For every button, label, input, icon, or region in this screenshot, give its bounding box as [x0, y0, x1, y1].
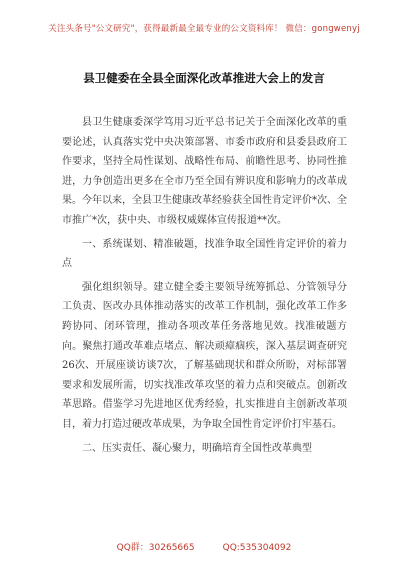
- section-heading-1: 一、系统谋划、精准破题，找准争取全国性肯定评价的着力点: [62, 238, 347, 270]
- document-body: [62, 113, 347, 458]
- header-banner: 关注头条号"公文研究"，获得最新最全最专业的公文资料库！ 微信：gongwenyj: [48, 24, 360, 34]
- footer-qq: QQ:535304092: [222, 543, 292, 553]
- paragraph-intro: 县卫生健康委深学笃用习近平总书记关于全面深化改革的重要论述，认真落实党中央决策部署、市委市政府和县委县政府工作要求，坚持全局性谋划、战略性布局、前瞻性思考、协同性推进，力争创造出更多在全市乃至全国有辨识度和影响力的改革成果。今年以来，全县卫生健康改革经验获全国性肯定评价*次、全市推广*次，获中央、市级权威媒体宣传报道**次。: [62, 117, 347, 226]
- footer-contact: [0, 540, 408, 553]
- section-heading-2: 二、压实责任、凝心聚力，明确培育全国性改革典型: [82, 442, 312, 454]
- paragraph-section-1: 强化组织领导。建立健全委主要领导统筹抓总、分管领导分工负责、医改办具体推动落实的改革工作机制，强化改革工作多跨协同、闭环管理，推动各项改革任务落地见效。找准破题方向。聚焦打通改革难点堵点、解决顽瘴痼疾，深入基层调查研究26次、开展座谈访谈7次，了解基础现状和群众所盼，对标部署要求和发展所需，切实找准改革攻坚的着力点和突破点。创新改革思路。借鉴学习先进地区优秀经验，扎实推进自主创新改革项目，着力打造过硬改革成果，为争取全国性肯定评价打牢基石。: [62, 281, 347, 430]
- footer-qq-group: QQ群：30265665: [116, 543, 195, 553]
- document-title: 县卫健委在全县全面深化改革推进大会上的发言: [83, 71, 325, 85]
